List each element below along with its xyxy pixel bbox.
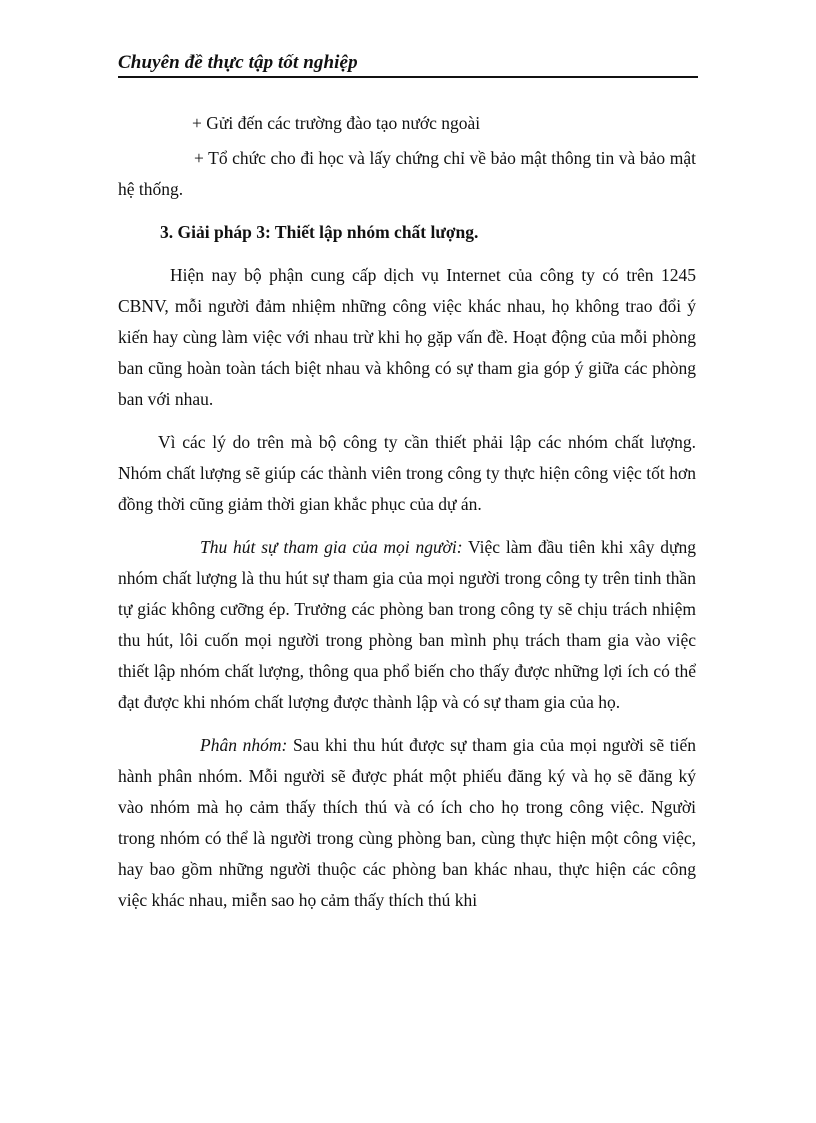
paragraph-lead: Thu hút sự tham gia của mọi người: <box>200 537 463 557</box>
document-body <box>118 108 696 928</box>
section-heading: 3. Giải pháp 3: Thiết lập nhóm chất lượng. <box>160 222 479 242</box>
header-title: Chuyên đề thực tập tốt nghiệp <box>118 52 358 73</box>
paragraph <box>118 532 696 718</box>
paragraph-lead: Phân nhóm: <box>200 735 288 755</box>
header-rule <box>118 76 698 78</box>
bullet-item: + Tổ chức cho đi học và lấy chứng chỉ về bảo mật thông tin và bảo mật hệ thống. <box>118 148 696 199</box>
paragraph <box>118 730 696 916</box>
paragraph: Hiện nay bộ phận cung cấp dịch vụ Internet của công ty có trên 1245 CBNV, mỗi người đảm nhiệm những công việc khác nhau, họ không trao đổi ý kiến hay cùng làm việc với nhau trừ khi họ gặp vấn đề. Hoạt động của mỗi phòng ban cũng hoàn toàn tách biệt nhau và không có sự tham gia góp ý giữa các phòng ban với nhau. <box>118 265 696 409</box>
bullet-item: + Gửi đến các trường đào tạo nước ngoài <box>192 113 481 133</box>
page-header <box>118 52 698 78</box>
paragraph: Vì các lý do trên mà bộ công ty cần thiết phải lập các nhóm chất lượng. Nhóm chất lượng sẽ giúp các thành viên trong công ty thực hiện công việc tốt hơn đồng thời cũng giảm thời gian khắc phục của dự án. <box>118 432 696 514</box>
paragraph-text: Sau khi thu hút được sự tham gia của mọi người sẽ tiến hành phân nhóm. Mỗi người sẽ được phát một phiếu đăng ký và họ sẽ đăng ký vào nhóm mà họ cảm thấy thích thú và có ích cho họ trong công việc. Người trong nhóm có thể là người trong cùng phòng ban, cùng thực hiện một công việc, hay bao gồm những người thuộc các phòng ban khác nhau, thực hiện các công việc khác nhau, miễn sao họ cảm thấy thích thú khi <box>118 735 697 910</box>
paragraph-text: Việc làm đầu tiên khi xây dựng nhóm chất lượng là thu hút sự tham gia của mọi người trong công ty trên tinh thần tự giác không cưỡng ép. Trưởng các phòng ban trong công ty sẽ chịu trách nhiệm thu hút, lôi cuốn mọi người trong phòng ban mình phụ trách tham gia vào việc thiết lập nhóm chất lượng, thông qua phổ biến cho thấy được những lợi ích có thể đạt được khi nhóm chất lượng được thành lập và có sự tham gia của họ. <box>118 537 696 712</box>
